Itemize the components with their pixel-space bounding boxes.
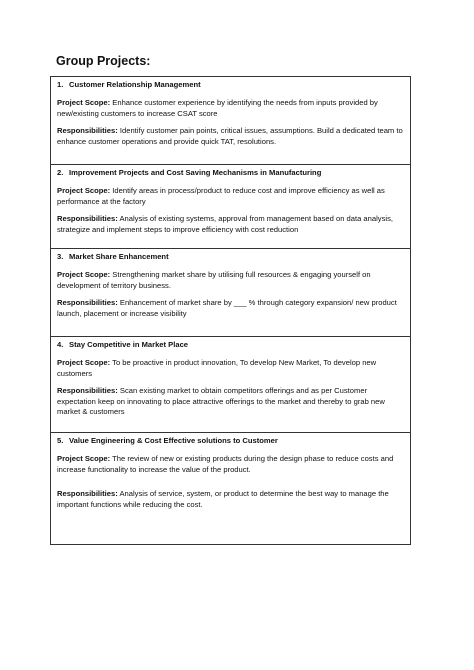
project-title	[57, 340, 404, 350]
project-scope-text: Identify areas in process/product to reduce cost and improve efficiency as well as performance at the factory	[57, 186, 385, 206]
project-number: 2.	[57, 168, 64, 177]
project-scope-label: Project Scope:	[57, 186, 111, 196]
project-resp-label: Responsibilities:	[57, 489, 118, 499]
project-scope-label: Project Scope:	[57, 358, 111, 368]
project-title	[57, 168, 404, 178]
project-scope	[57, 98, 404, 119]
project-number: 4.	[57, 340, 64, 349]
project-scope	[57, 186, 404, 207]
project-resp-label: Responsibilities:	[57, 126, 118, 136]
project-resp-label: Responsibilities:	[57, 298, 118, 308]
project-responsibilities	[57, 386, 404, 417]
project-scope-text: Strengthening market share by utilising full resources & engaging yourself on development of territory business.	[57, 270, 371, 290]
project-scope-text: Enhance customer experience by identifying the needs from inputs provided by new/existing customers to increase CSAT score	[57, 98, 378, 118]
project-resp-text: Identify customer pain points, critical issues, assumptions. Build a dedicated team to enhance customer operations and provide quick TAT, resolutions.	[57, 126, 403, 146]
project-resp-text: Analysis of service, system, or product to determine the best way to manage the important functions while reducing the cost.	[57, 489, 389, 509]
project-row	[51, 433, 411, 545]
project-cell	[51, 77, 411, 165]
project-cell	[51, 337, 411, 433]
project-responsibilities	[57, 489, 404, 510]
project-row	[51, 249, 411, 337]
project-title-text: Customer Relationship Management	[69, 80, 201, 89]
project-row	[51, 337, 411, 433]
project-scope	[57, 454, 404, 475]
project-scope-text: The review of new or existing products during the design phase to reduce costs and increase functionality to increase the value of the product.	[57, 454, 394, 474]
project-scope-label: Project Scope:	[57, 454, 111, 464]
project-title-text: Market Share Enhancement	[69, 252, 169, 261]
project-scope	[57, 270, 404, 291]
project-title	[57, 436, 404, 446]
projects-table	[50, 76, 411, 545]
project-cell	[51, 165, 411, 249]
project-resp-text: Analysis of existing systems, approval from management based on data analysis, strategize and implement steps to improve efficiency with cost reduction	[57, 214, 393, 234]
project-responsibilities	[57, 214, 404, 235]
project-scope-text: To be proactive in product innovation, To develop New Market, To develop new customers	[57, 358, 377, 378]
project-cell	[51, 433, 411, 545]
project-scope-label: Project Scope:	[57, 270, 111, 280]
project-cell	[51, 249, 411, 337]
project-title-text: Value Engineering & Cost Effective solutions to Customer	[69, 436, 278, 445]
project-resp-text: Enhancement of market share by ___ % through category expansion/ new product launch, placement or increase visibility	[57, 298, 397, 318]
project-number: 3.	[57, 252, 64, 261]
project-number: 1.	[57, 80, 64, 89]
project-title	[57, 252, 404, 262]
project-title-text: Improvement Projects and Cost Saving Mechanisms in Manufacturing	[69, 168, 322, 177]
project-resp-label: Responsibilities:	[57, 214, 118, 224]
project-responsibilities	[57, 126, 404, 147]
project-number: 5.	[57, 436, 64, 445]
project-title	[57, 80, 404, 90]
page-title: Group Projects:	[56, 54, 151, 68]
project-responsibilities	[57, 298, 404, 319]
project-scope-label: Project Scope:	[57, 98, 111, 108]
project-scope	[57, 358, 404, 379]
project-resp-text: Scan existing market to obtain competitors offerings and as per Customer expectation keep on innovating to place attractive offerings to the market and thereby to grab new market & customers	[57, 386, 385, 417]
project-row	[51, 77, 411, 165]
project-resp-label: Responsibilities:	[57, 386, 118, 396]
project-title-text: Stay Competitive in Market Place	[69, 340, 189, 349]
project-row	[51, 165, 411, 249]
